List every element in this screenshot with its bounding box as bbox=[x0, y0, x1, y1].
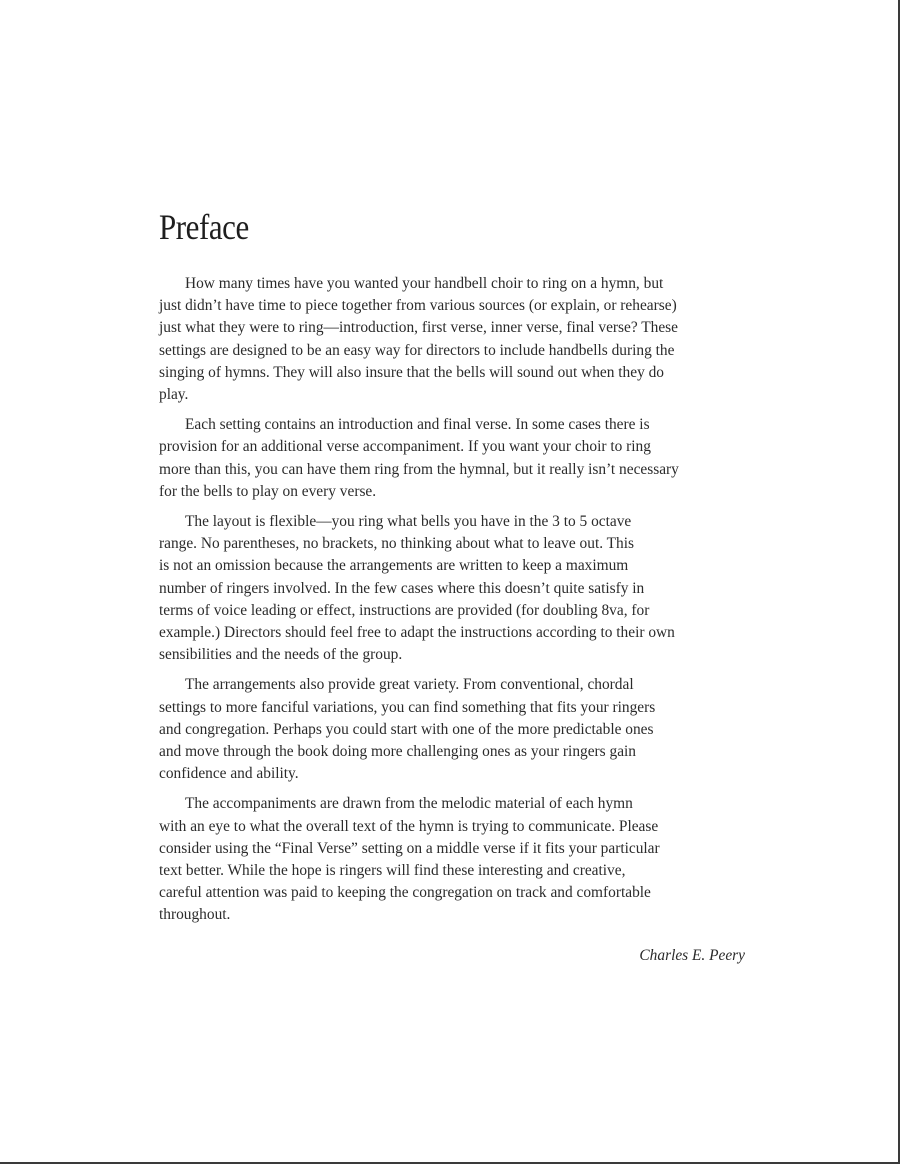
text-line: range. No parentheses, no brackets, no thinking about what to leave out. This bbox=[159, 535, 634, 553]
page-title: Preface bbox=[159, 207, 249, 247]
text-line: play. bbox=[159, 386, 189, 404]
text-line: careful attention was paid to keeping the congregation on track and comfortable bbox=[159, 884, 651, 902]
text-line: The accompaniments are drawn from the melodic material of each hymn bbox=[185, 795, 633, 813]
text-line: The arrangements also provide great variety. From conventional, chordal bbox=[185, 676, 634, 694]
text-line: number of ringers involved. In the few cases where this doesn’t quite satisfy in bbox=[159, 579, 645, 597]
text-line: Each setting contains an introduction and final verse. In some cases there is bbox=[185, 416, 650, 434]
text-line: is not an omission because the arrangements are written to keep a maximum bbox=[159, 557, 629, 575]
text-line: example.) Directors should feel free to adapt the instructions according to their own bbox=[159, 624, 675, 642]
text-line: sensibilities and the needs of the group. bbox=[159, 646, 403, 664]
text-line: with an eye to what the overall text of the hymn is trying to communicate. Please bbox=[159, 817, 659, 835]
paragraph-2 bbox=[159, 414, 745, 503]
paragraph-1 bbox=[159, 273, 745, 406]
text-line: throughout. bbox=[159, 906, 231, 924]
text-line: just didn’t have time to piece together from various sources (or explain, or rehearse) bbox=[159, 297, 677, 315]
preface-content bbox=[159, 205, 745, 965]
paragraph-3 bbox=[159, 511, 745, 666]
author-signature: Charles E. Peery bbox=[639, 946, 745, 964]
text-line: just what they were to ring—introduction, first verse, inner verse, final verse? These bbox=[159, 319, 678, 337]
text-line: and congregation. Perhaps you could start with one of the more predictable ones bbox=[159, 720, 654, 738]
text-line: confidence and ability. bbox=[159, 765, 299, 783]
text-line: text better. While the hope is ringers will find these interesting and creative, bbox=[159, 862, 626, 880]
text-line: singing of hymns. They will also insure that the bells will sound out when they do bbox=[159, 363, 664, 381]
text-line: How many times have you wanted your handbell choir to ring on a hymn, but bbox=[185, 275, 664, 292]
paragraph-4 bbox=[159, 674, 745, 785]
text-line: consider using the “Final Verse” setting on a middle verse if it fits your particular bbox=[159, 839, 660, 857]
text-line: for the bells to play on every verse. bbox=[159, 482, 377, 500]
text-line: provision for an additional verse accompaniment. If you want your choir to ring bbox=[159, 438, 651, 456]
text-line: The layout is flexible—you ring what bells you have in the 3 to 5 octave bbox=[185, 513, 632, 531]
text-line: settings are designed to be an easy way for directors to include handbells during the bbox=[159, 341, 675, 359]
text-line: terms of voice leading or effect, instructions are provided (for doubling 8va, for bbox=[159, 601, 650, 619]
text-line: more than this, you can have them ring from the hymnal, but it really isn’t necessary bbox=[159, 460, 679, 478]
text-line: settings to more fanciful variations, you can find something that fits your ringers bbox=[159, 698, 656, 716]
paragraph-5 bbox=[159, 793, 745, 926]
text-line: and move through the book doing more challenging ones as your ringers gain bbox=[159, 743, 637, 761]
